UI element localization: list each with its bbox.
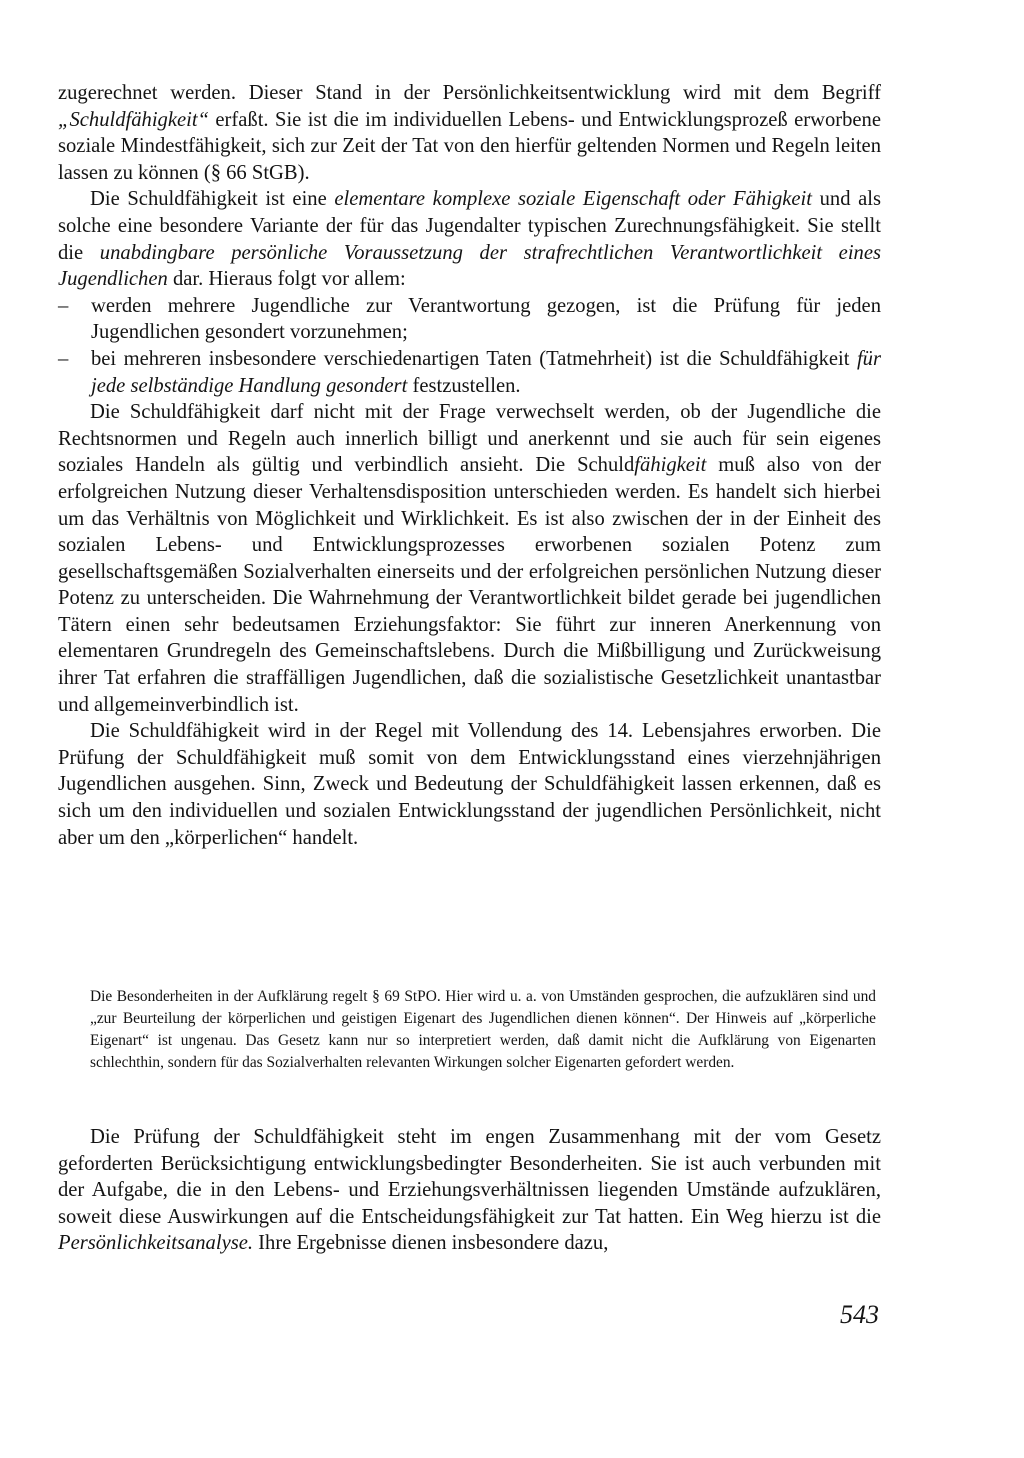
paragraph-2 <box>58 186 881 292</box>
italic-term: fähigkeit <box>634 454 707 477</box>
text-span: Ihre Ergebnisse dienen insbesondere dazu, <box>253 1232 609 1255</box>
italic-term: elementare komplexe soziale Eigenschaft oder Fähigkeit <box>334 188 812 211</box>
paragraph-3 <box>58 399 881 718</box>
paragraph-4: Die Schuldfähigkeit wird in der Regel mit Vollendung des 14. Lebensjahres erworben. Die Prüfung der Schuldfähigkeit muß somit von dem Entwicklungsstand eines vierzehnjährigen Jugendlichen ausgehen. Sinn, Zweck und Bedeutung der Schuldfähigkeit lassen erkennen, daß es sich um den individuellen und sozialen Entwicklungsstand der jugendlichen Persönlichkeit, nicht aber um den „körperlichen“ handelt. <box>58 720 881 849</box>
text-span: Die Schuldfähigkeit ist eine <box>90 188 335 211</box>
page-number: 543 <box>840 1300 879 1329</box>
text-span: dar. Hieraus folgt vor allem: <box>167 268 406 291</box>
note-text: Die Besonderheiten in der Aufklärung regelt § 69 StPO. Hier wird u. a. von Umständen gesprochen, die aufzuklären sind und „zur Beurteilung der körperlichen und geistigen Eigenart des Jugendlichen dienen können“. Der Hinweis auf „körperliche Eigenart“ ist ungenau. Das Gesetz kann nur so interpretiert werden, daß damit nicht die Aufklärung von Eigenarten schlechthin, sondern für das Sozialverhalten relevanten Wirkungen solcher Eigenarten gefordert werden. <box>90 988 876 1071</box>
list-item <box>58 293 881 346</box>
text-span: werden mehrere Jugendliche zur Verantwortung gezogen, ist die Prüfung für jeden Jugendlichen gesondert vorzunehmen; <box>91 294 881 344</box>
text-span: Die Schuldfähigkeit darf nicht mit der Frage verwechselt werden, ob der Jugendliche die Rechtsnormen und Regeln auch innerlich billigt und anerkennt und sie auch für sein eigenes soziales Handeln als gültig und verbindlich ansieht. Die Schuld <box>58 401 881 477</box>
paragraph-1 <box>58 80 881 186</box>
text-span: Die Prüfung der Schuldfähigkeit steht im engen Zusammenhang mit der vom Gesetz geforderten Berücksichtigung entwicklungsbedingter Besonderheiten. Sie ist auch verbunden mit der Aufgabe, die in den Lebens- und Erziehungsverhältnissen liegenden Umstände aufzuklären, soweit diese Auswirkungen auf die Entscheidungsfähigkeit zur Tat hatten. Ein Weg hierzu ist die <box>58 1126 881 1228</box>
main-text-upper <box>58 80 881 851</box>
italic-term: für jede selbständige Handlung gesondert <box>91 347 881 397</box>
italic-term: „Schuldfähigkeit“ <box>58 108 210 131</box>
text-span: bei mehreren insbesondere verschiedenartigen Taten (Tatmehrheit) ist die Schuldfähigkeit <box>91 347 857 370</box>
text-span: erfaßt. Sie ist die im individuellen Lebens- und Entwicklungsprozeß erworbene soziale Mindestfähigkeit, sich zur Zeit der Tat von den hierfür geltenden Normen und Regeln leiten lassen zu können (§ 66 StGB). <box>58 108 881 184</box>
text-span: festzustellen. <box>407 374 521 397</box>
main-text-lower <box>58 1124 881 1257</box>
text-span: muß also von der erfolgreichen Nutzung dieser Verhaltensdisposition unterschieden werden. Es handelt sich hierbei um das Verhältnis von Möglichkeit und Wirklichkeit. Es ist also zwischen der in der Einheit des sozialen Lebens- und Entwicklungsprozesses erworbenen sozialen Potenz zum gesellschaftsgemäßen Sozialverhalten einerseits und der erfolgreichen persönlichen Nutzung dieser Potenz zu unterscheiden. Die Wahrnehmung der Verantwortlichkeit bildet gerade bei jugendlichen Tätern einen sehr bedeutsamen Erziehungsfaktor: Sie führt zur inneren Anerkennung von elementaren Grundregeln des Gemeinschaftslebens. Durch die Mißbilligung und Zurückweisung ihrer Tat erfahren die straffälligen Jugendlichen, daß die sozialistische Gesetzlichkeit unantastbar und allgemeinverbindlich ist. <box>58 454 881 716</box>
text-span: zugerechnet werden. Dieser Stand in der Persönlichkeitsentwicklung wird mit dem Begriff <box>58 82 881 104</box>
italic-term: unabdingbare persönliche Voraussetzung der strafrechtlichen Verantwortlichkeit eines Jugendlichen <box>58 241 881 291</box>
list-item <box>58 346 881 399</box>
footnote-block <box>90 986 876 1074</box>
paragraph-5 <box>58 1124 881 1257</box>
italic-term: Persönlichkeitsanalyse. <box>58 1232 254 1255</box>
text-span: und als solche eine besondere Variante der für das Jugendalter typischen Zurechnungsfähigkeit. Sie stellt die <box>58 188 881 264</box>
